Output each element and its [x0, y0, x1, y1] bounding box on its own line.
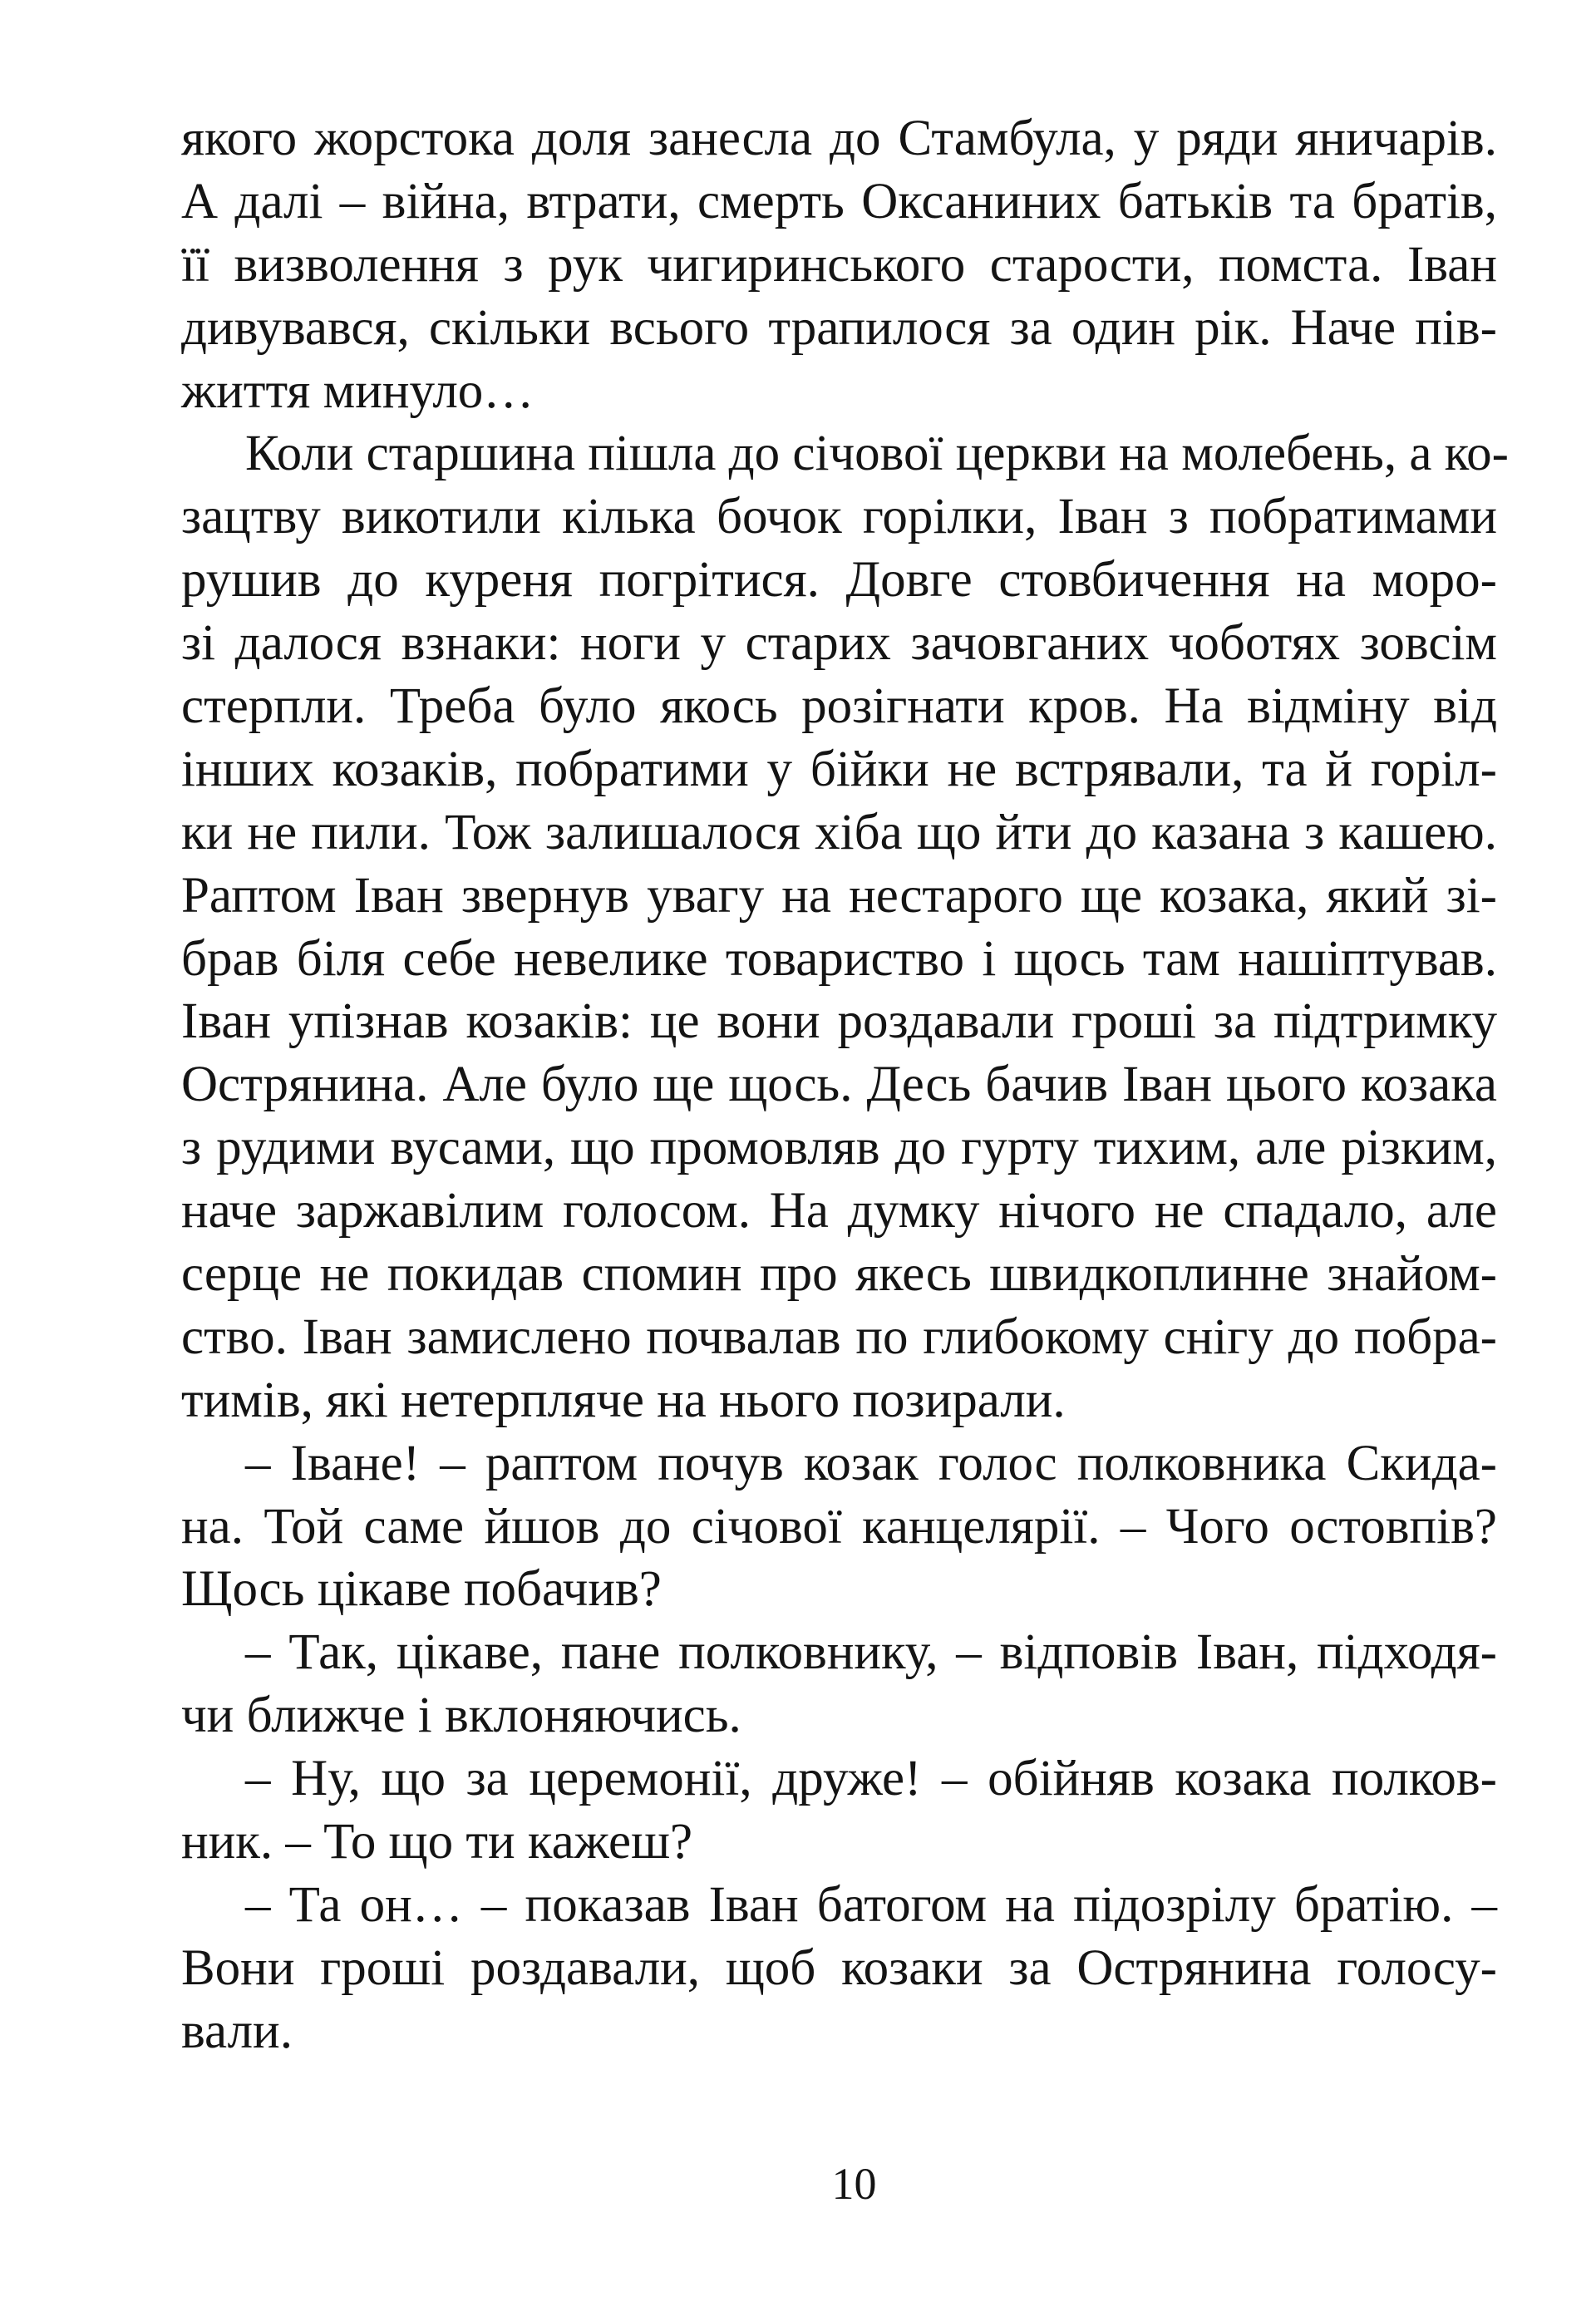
text-line: Іван упізнав козаків: це вони роздавали гроші за підтримку	[181, 993, 1497, 1050]
text-line: стерпли. Треба було якось розігнати кров. На відміну від	[181, 678, 1497, 735]
dialogue-line: – Ну, що за церемонії, друже! – обійняв козака полков-	[245, 1751, 1497, 1807]
text-line: брав біля себе невелике товариство і щось там нашіптував.	[181, 930, 1497, 987]
dialogue-line: – Та он… – показав Іван батогом на підозрілу братію. –	[245, 1876, 1497, 1933]
text-line: Щось цікаве побачив?	[181, 1561, 662, 1618]
text-line: Раптом Іван звернув увагу на нестарого ще козака, який зі-	[181, 867, 1497, 924]
text-line: її визволення з рук чигиринського старости, помста. Іван	[181, 236, 1497, 293]
text-line: на. Той саме йшов до січової канцелярії. – Чого остовпів?	[181, 1498, 1497, 1555]
text-line: А далі – війна, втрати, смерть Оксаниних батьків та братів,	[181, 173, 1497, 229]
text-line: інших козаків, побратими у бійки не встрявали, та й горіл-	[181, 741, 1497, 797]
text-line: з рудими вусами, що промовляв до гурту тихим, але різким,	[181, 1120, 1497, 1176]
text-line: ки не пили. Тож залишалося хіба що йти до казана з кашею.	[181, 804, 1497, 860]
text-line: Коли старшина пішла до січової церкви на молебень, а ко-	[245, 426, 1509, 482]
dialogue-line: – Так, цікаве, пане полковнику, – відповів Іван, підходя-	[245, 1624, 1497, 1681]
text-line: якого жорстока доля занесла до Стамбула, у ряди яничарів.	[181, 111, 1497, 166]
text-line: вали.	[181, 2003, 293, 2059]
text-line: тимів, які нетерпляче на нього позирали.	[181, 1372, 1066, 1428]
body-text	[181, 107, 1509, 2063]
text-line: рушив до куреня погрітися. Довге стовбичення на моро-	[181, 552, 1497, 609]
dialogue-line: – Іване! – раптом почув козак голос полковника Скида-	[245, 1435, 1497, 1491]
text-line: зацтву викотили кілька бочок горілки, Іван з побратимами	[181, 489, 1497, 545]
text-line: наче заржавілим голосом. На думку нічого не спадало, але	[181, 1183, 1497, 1239]
text-line: Острянина. Але було ще щось. Десь бачив Іван цього козака	[181, 1057, 1497, 1113]
text-line: ство. Іван замислено почвалав по глибокому снігу до побра-	[181, 1308, 1497, 1365]
text-line: чи ближче і вклоняючись.	[181, 1688, 741, 1744]
text-line: зі далося взнаки: ноги у старих зачовганих чоботях зовсім	[181, 615, 1497, 672]
text-line: серце не покидав спомин про якесь швидкоплинне знайом-	[181, 1246, 1497, 1303]
text-line: життя минуло…	[181, 362, 534, 419]
text-line: ник. – То що ти кажеш?	[181, 1814, 693, 1870]
page-number: 10	[831, 2159, 877, 2209]
text-line: Вони гроші роздавали, щоб козаки за Острянина голосу-	[181, 1939, 1497, 1996]
text-line: дивувався, скільки всього трапилося за один рік. Наче пів-	[181, 299, 1497, 356]
